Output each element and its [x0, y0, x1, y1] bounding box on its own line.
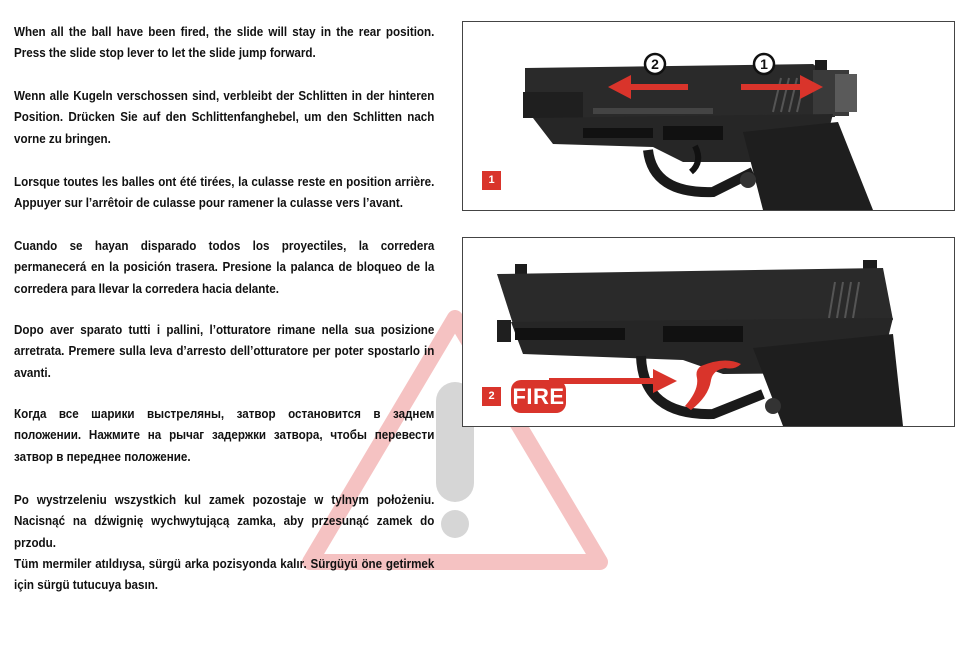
figure-number-badge: 1	[482, 171, 501, 190]
paragraph-polish: Po wystrzeleniu wszystkich kul zamek pozostaje w tylnym położeniu. Nacisnąć na dźwignię wychwytującą zamka, aby przesunąć zamek do przodu.	[14, 493, 435, 550]
paragraph-french: Lorsque toutes les balles ont été tirées, la culasse reste en position arrière. Appuyer sur l’arrêtoir de culasse pour ramener la culasse vers l’avant.	[14, 175, 435, 211]
figure-number-badge: 2	[482, 387, 501, 406]
arrow-label-2: 2	[651, 56, 659, 72]
pistol-slide-back-illustration	[463, 22, 954, 210]
paragraph-english: When all the ball have been fired, the slide will stay in the rear position. Press the slide stop lever to let the slide jump forward.	[14, 25, 435, 61]
paragraph-spanish: Cuando se hayan disparado todos los proyectiles, la corredera permanecerá en la posición trasera. Presione la palanca de bloqueo de la corredera para llevar la corredera hacia delante.	[14, 239, 435, 296]
paragraph-turkish: Tüm mermiler atıldıysa, sürgü arka pozisyonda kalır. Sürgüyü öne getirmek için sürgü tutucuya basın.	[14, 557, 435, 593]
paragraph-german: Wenn alle Kugeln verschossen sind, verbleibt der Schlitten in der hinteren Position. Drücken Sie auf den Schlittenfanghebel, um den Schlitten nach vorne zu bringen.	[14, 89, 435, 146]
arrow-label-1: 1	[760, 56, 768, 72]
paragraph-russian: Когда все шарики выстреляны, затвор остановится в заднем положении. Нажмите на рычаг задержки затвора, чтобы перевести затвор в переднее положение.	[14, 407, 435, 464]
paragraph-italian: Dopo aver sparato tutti i pallini, l’otturatore rimane nella sua posizione arretrata. Premere sulla leva d’arresto dell’otturatore per poter spostarlo in avanti.	[14, 323, 435, 380]
figure-slide-rear	[462, 21, 955, 211]
fire-badge: FIRE	[511, 380, 566, 413]
